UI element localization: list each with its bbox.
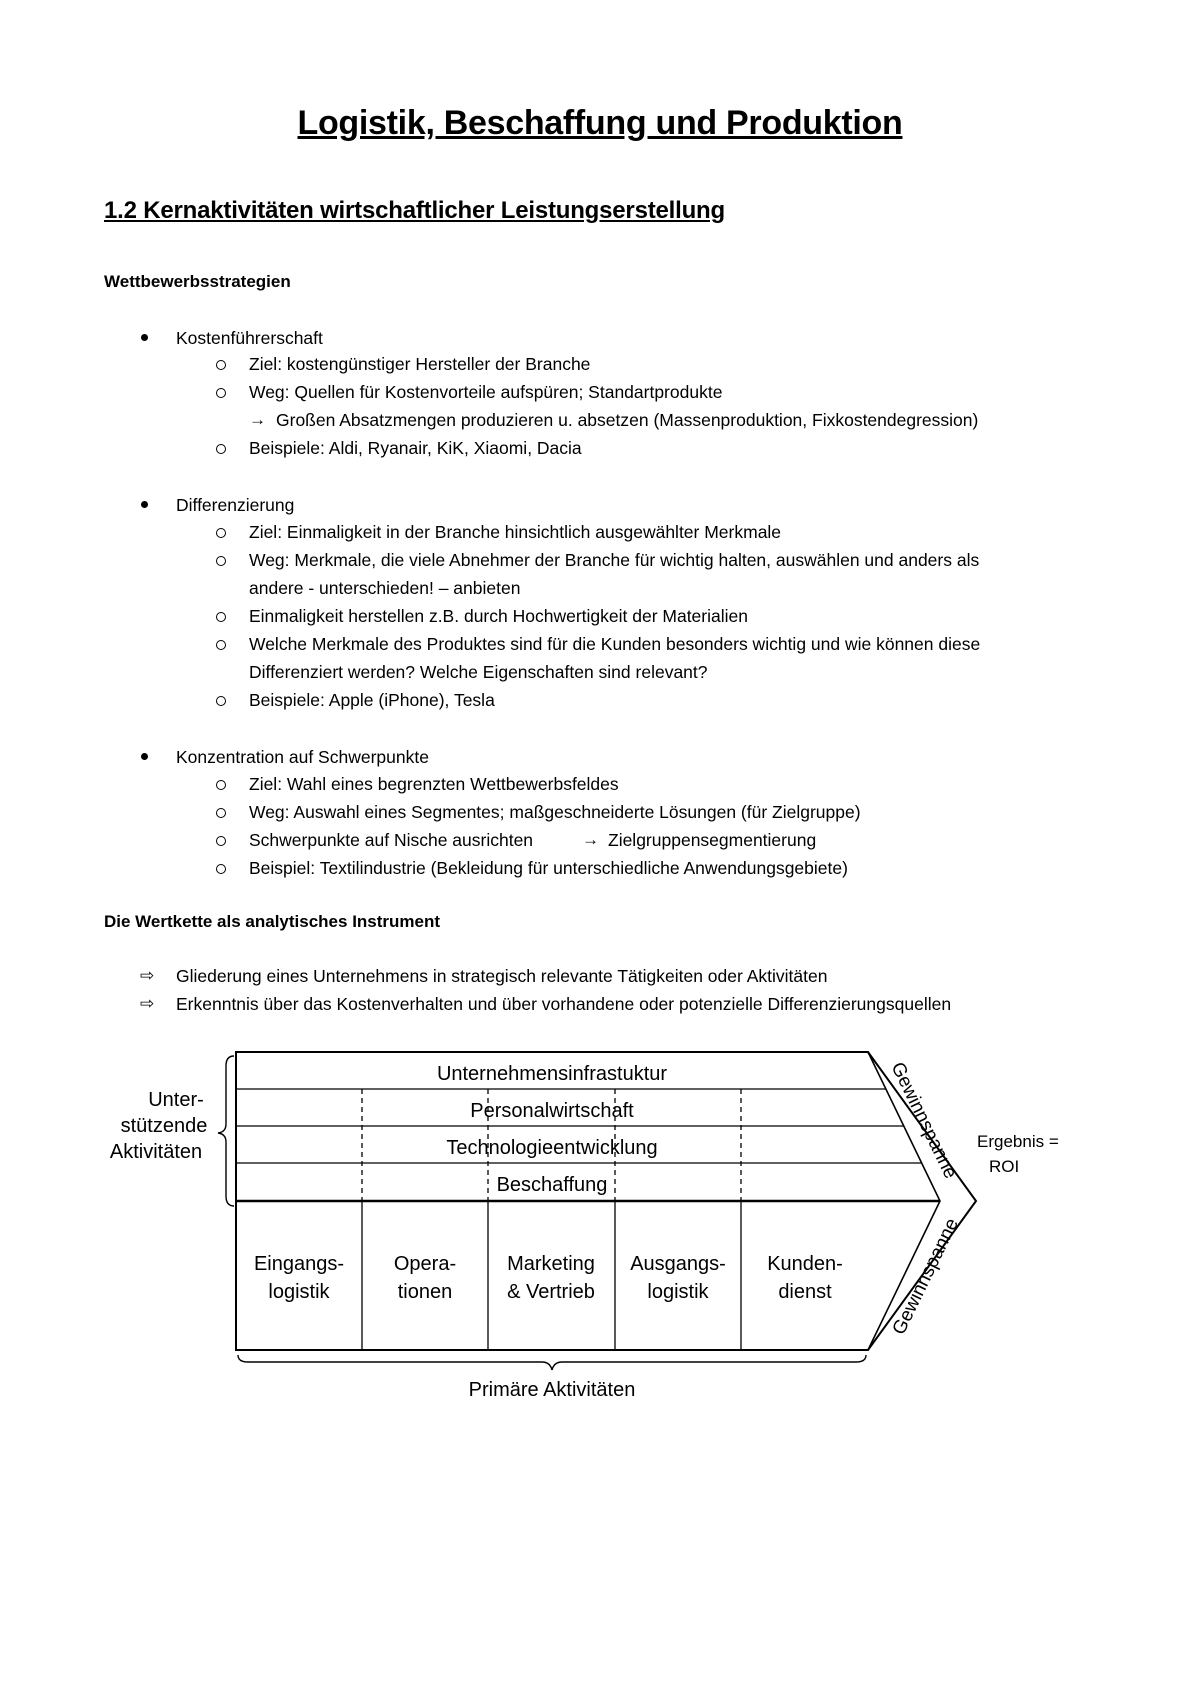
valuechain-heading: Die Wertkette als analytisches Instrument bbox=[104, 912, 441, 931]
primary-cell-outbound: Ausgangs- bbox=[630, 1253, 726, 1275]
primary-cell-service: Kunden- bbox=[767, 1253, 843, 1275]
margin-label-top: Gewinnspanne bbox=[886, 1058, 961, 1183]
hollow-arrow-icon: ⇨ bbox=[140, 966, 155, 985]
list-item: Ziel: kostengünstiger Hersteller der Branche bbox=[249, 354, 591, 374]
support-label: Aktivitäten bbox=[109, 1141, 203, 1163]
strategy-label: Kostenführerschaft bbox=[176, 328, 323, 348]
list-item: Einmaligkeit herstellen z.B. durch Hochwertigkeit der Materialien bbox=[249, 606, 748, 626]
section-heading: 1.2 Kernaktivitäten wirtschaftlicher Leistungserstellung bbox=[104, 197, 725, 224]
primary-brace bbox=[238, 1355, 866, 1370]
primary-cell-service: dienst bbox=[778, 1281, 832, 1303]
primary-cell-marketing: & Vertrieb bbox=[507, 1281, 595, 1303]
strategy-label: Konzentration auf Schwerpunkte bbox=[176, 747, 429, 767]
support-label: stützende bbox=[120, 1115, 208, 1137]
list-item: Weg: Auswahl eines Segmentes; maßgeschneiderte Lösungen (für Zielgruppe) bbox=[249, 802, 861, 822]
primary-cell-inbound: logistik bbox=[268, 1281, 330, 1303]
margin-label-bottom: Gewinnspanne bbox=[888, 1215, 964, 1339]
result-label: ROI bbox=[989, 1157, 1020, 1176]
primary-label: Primäre Aktivitäten bbox=[468, 1379, 636, 1401]
list-item: Erkenntnis über das Kostenverhalten und über vorhandene oder potenzielle Differenzierungsquellen bbox=[176, 994, 952, 1014]
list-item: Beispiel: Textilindustrie (Bekleidung für unterschiedliche Anwendungsgebiete) bbox=[249, 858, 848, 878]
result-label: Ergebnis = bbox=[977, 1132, 1059, 1151]
support-row-hr: Personalwirtschaft bbox=[470, 1100, 634, 1122]
support-brace bbox=[218, 1056, 234, 1206]
page-title: Logistik, Beschaffung und Produktion bbox=[297, 104, 903, 142]
list-item: Weg: Quellen für Kostenvorteile aufspüren; Standartprodukte bbox=[249, 382, 723, 402]
primary-cell-operations: Opera- bbox=[393, 1253, 457, 1275]
list-item: Weg: Merkmale, die viele Abnehmer der Branche für wichtig halten, auswählen und anders als bbox=[249, 550, 980, 570]
list-item: Differenziert werden? Welche Eigenschaften sind relevant? bbox=[249, 662, 708, 682]
list-item: Ziel: Wahl eines begrenzten Wettbewerbsfeldes bbox=[249, 774, 619, 794]
arrow-right-icon: → bbox=[249, 410, 266, 429]
support-row-technology: Technologieentwicklung bbox=[446, 1137, 658, 1159]
hollow-arrow-icon: ⇨ bbox=[140, 994, 155, 1013]
strategies-heading: Wettbewerbsstrategien bbox=[104, 272, 291, 291]
list-item: andere - unterschieden! – anbieten bbox=[249, 578, 521, 598]
list-item: Zielgruppensegmentierung bbox=[608, 830, 817, 850]
support-row-infrastructure: Unternehmensinfrastuktur bbox=[436, 1063, 668, 1085]
list-item: Beispiele: Apple (iPhone), Tesla bbox=[249, 690, 495, 710]
list-item: Großen Absatzmengen produzieren u. absetzen (Massenproduktion, Fixkostendegression) bbox=[276, 410, 979, 430]
support-label: Unter- bbox=[148, 1089, 204, 1111]
strategy-label: Differenzierung bbox=[176, 495, 295, 515]
list-item: Gliederung eines Unternehmens in strategisch relevante Tätigkeiten oder Aktivitäten bbox=[176, 966, 828, 986]
primary-cell-inbound: Eingangs- bbox=[253, 1253, 345, 1275]
primary-cell-marketing: Marketing bbox=[507, 1253, 595, 1275]
list-item: Schwerpunkte auf Nische ausrichten bbox=[249, 830, 534, 850]
list-item: Beispiele: Aldi, Ryanair, KiK, Xiaomi, Dacia bbox=[249, 438, 582, 458]
list-item: Ziel: Einmaligkeit in der Branche hinsichtlich ausgewählter Merkmale bbox=[249, 522, 782, 542]
support-row-procurement: Beschaffung bbox=[496, 1174, 608, 1196]
primary-cell-operations: tionen bbox=[397, 1281, 453, 1303]
list-item: Welche Merkmale des Produktes sind für die Kunden besonders wichtig und wie können diese bbox=[249, 634, 981, 654]
arrow-right-icon: → bbox=[582, 830, 599, 849]
primary-cell-outbound: logistik bbox=[647, 1281, 709, 1303]
